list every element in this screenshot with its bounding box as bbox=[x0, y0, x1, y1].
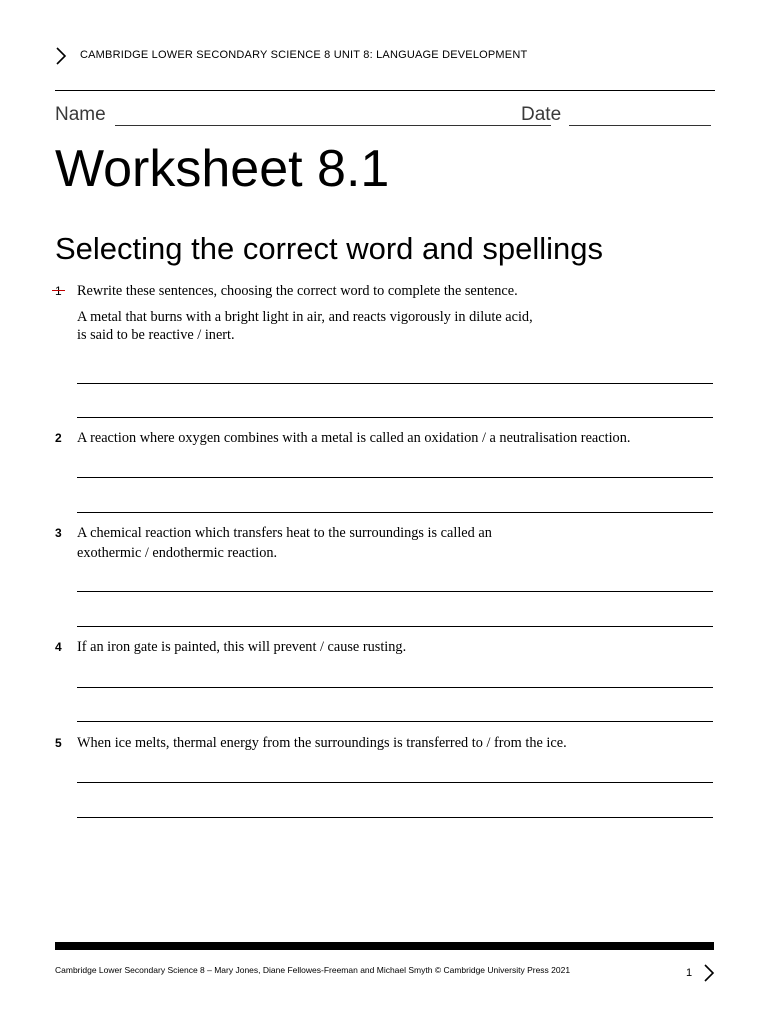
footer-divider bbox=[55, 942, 714, 950]
worksheet-subtitle: Selecting the correct word and spellings bbox=[55, 231, 603, 266]
answer-line[interactable] bbox=[77, 591, 713, 592]
question-number: 3 bbox=[55, 526, 62, 540]
question-number: 5 bbox=[55, 736, 62, 750]
header-divider bbox=[55, 90, 715, 91]
answer-line[interactable] bbox=[77, 817, 713, 818]
answer-line[interactable] bbox=[77, 687, 713, 688]
question-text bbox=[77, 637, 715, 657]
name-field[interactable] bbox=[115, 125, 551, 126]
worksheet-title: Worksheet 8.1 bbox=[55, 140, 390, 198]
answer-line[interactable] bbox=[77, 626, 713, 627]
question-sentence: A reaction where oxygen combines with a metal is called an oxidation / a neutralisation reaction. bbox=[77, 430, 631, 446]
question-sentence: When ice melts, thermal energy from the surroundings is transferred to / from the ice. bbox=[77, 735, 567, 751]
answer-line[interactable] bbox=[77, 417, 713, 418]
page-number: 1 bbox=[686, 967, 693, 979]
answer-line[interactable] bbox=[77, 512, 713, 513]
question-sentence: A metal that burns with a bright light in air, and reacts vigorously in dilute acid, bbox=[77, 309, 533, 325]
name-date-row bbox=[55, 104, 715, 130]
header-title: CAMBRIDGE LOWER SECONDARY SCIENCE 8 UNIT 8: LANGUAGE DEVELOPMENT bbox=[80, 49, 528, 61]
question-instruction: Rewrite these sentences, choosing the correct word to complete the sentence. bbox=[77, 283, 518, 299]
date-label: Date bbox=[521, 104, 562, 125]
question-sentence: is said to be reactive / inert. bbox=[77, 327, 235, 343]
running-header bbox=[55, 46, 715, 68]
question-number: 2 bbox=[55, 431, 62, 445]
answer-line[interactable] bbox=[77, 477, 713, 478]
question-sentence: A chemical reaction which transfers heat to the surroundings is called an bbox=[77, 525, 492, 541]
date-field[interactable] bbox=[569, 125, 711, 126]
name-label: Name bbox=[55, 104, 106, 125]
chevron-right-icon bbox=[55, 46, 67, 66]
footer-copyright: Cambridge Lower Secondary Science 8 – Mary Jones, Diane Fellowes-Freeman and Michael Smyth © Cambridge University Press 2021 bbox=[55, 965, 571, 975]
answer-line[interactable] bbox=[77, 721, 713, 722]
question-sentence: If an iron gate is painted, this will prevent / cause rusting. bbox=[77, 639, 407, 655]
question-text bbox=[77, 523, 715, 563]
question-sentence: exothermic / endothermic reaction. bbox=[77, 545, 278, 561]
question-number: 4 bbox=[55, 640, 62, 654]
answer-line[interactable] bbox=[77, 782, 713, 783]
question-text bbox=[77, 281, 715, 345]
strike-mark bbox=[52, 290, 65, 291]
question-text bbox=[77, 428, 715, 448]
answer-line[interactable] bbox=[77, 383, 713, 384]
question-number: 1 bbox=[55, 281, 62, 301]
question-text bbox=[77, 733, 715, 753]
chevron-right-icon[interactable] bbox=[703, 963, 715, 983]
